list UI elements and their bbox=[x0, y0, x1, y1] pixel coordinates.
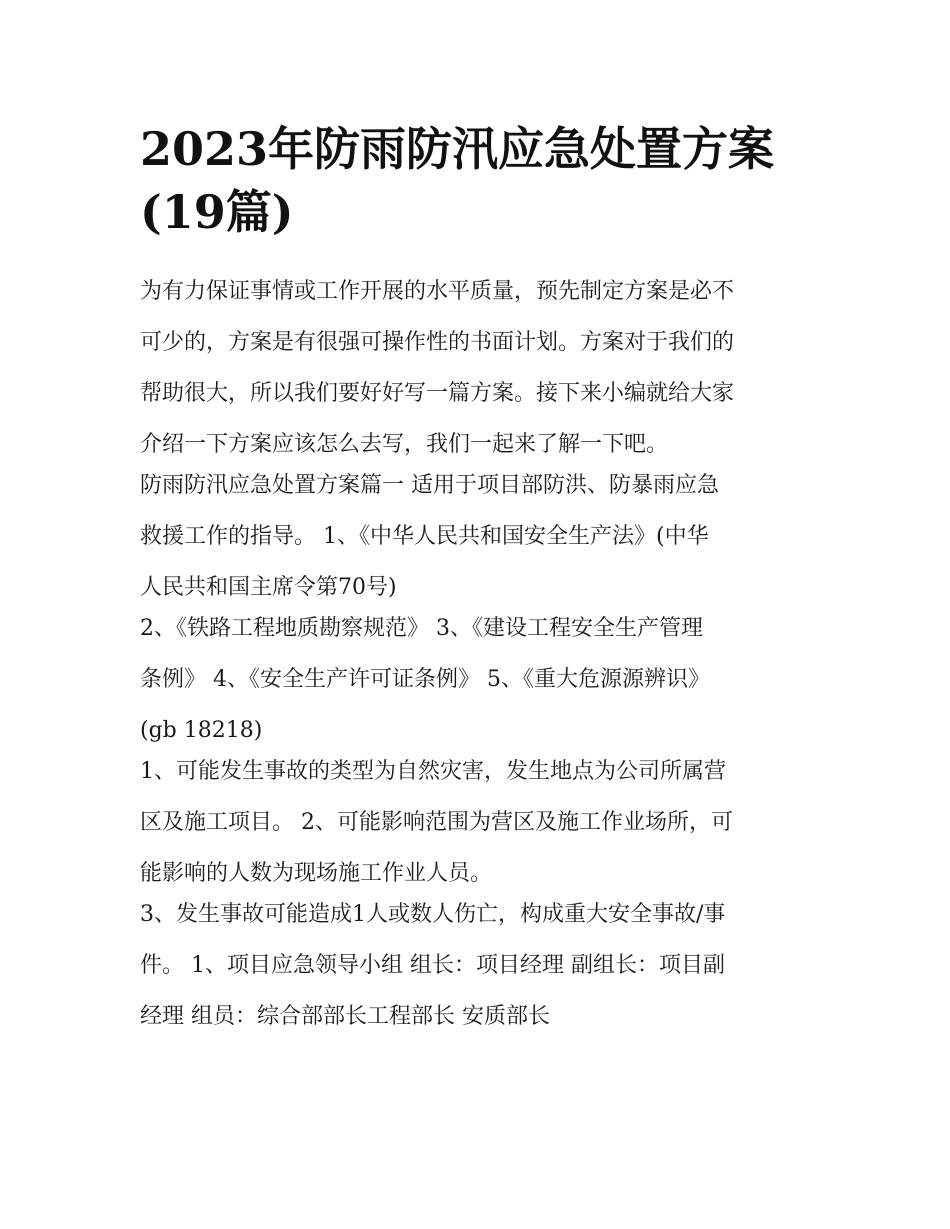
text-line: 经理 组员：综合部部长工程部长 安质部长 bbox=[140, 1004, 550, 1029]
text-line: 为有力保证事情或工作开展的水平质量，预先制定方案是必不 bbox=[140, 279, 735, 304]
document-body bbox=[140, 118, 812, 1042]
paragraph-scope bbox=[140, 460, 812, 613]
title-line-2: (19篇) bbox=[140, 185, 294, 239]
text-line: 件。 1、项目应急领导小组 组长：项目经理 副组长：项目副 bbox=[140, 953, 725, 978]
text-line: 区及施工项目。 2、可能影响范围为营区及施工作业场所，可 bbox=[140, 810, 733, 835]
paragraph-intro bbox=[140, 266, 812, 470]
text-line: 1、可能发生事故的类型为自然灾害，发生地点为公司所属营 bbox=[140, 759, 726, 784]
text-line: 3、发生事故可能造成1人或数人伤亡，构成重大安全事故/事 bbox=[140, 902, 726, 927]
text-line: 2、《铁路工程地质勘察规范》 3、《建设工程安全生产管理 bbox=[140, 616, 703, 641]
text-line: 介绍一下方案应该怎么去写，我们一起来了解一下吧。 bbox=[140, 432, 669, 457]
text-line: (gb 18218) bbox=[140, 718, 263, 743]
text-line: 救援工作的指导。 1、《中华人民共和国安全生产法》(中华 bbox=[140, 524, 709, 549]
paragraph-organization bbox=[140, 889, 812, 1042]
paragraph-references bbox=[140, 603, 812, 756]
text-line: 防雨防汛应急处置方案篇一 适用于项目部防洪、防暴雨应急 bbox=[140, 473, 719, 498]
text-line: 可少的，方案是有很强可操作性的书面计划。方案对于我们的 bbox=[140, 330, 735, 355]
text-line: 帮助很大，所以我们要好好写一篇方案。接下来小编就给大家 bbox=[140, 381, 735, 406]
paragraph-list bbox=[140, 266, 812, 1042]
paragraph-risk-analysis bbox=[140, 746, 812, 899]
title-line-1: 2023年防雨防汛应急处置方案 bbox=[140, 122, 775, 176]
text-line: 能影响的人数为现场施工作业人员。 bbox=[140, 861, 493, 886]
text-line: 条例》 4、《安全生产许可证条例》 5、《重大危源源辨识》 bbox=[140, 667, 710, 692]
text-line: 人民共和国主席令第70号) bbox=[140, 575, 397, 600]
document-title bbox=[140, 118, 812, 244]
